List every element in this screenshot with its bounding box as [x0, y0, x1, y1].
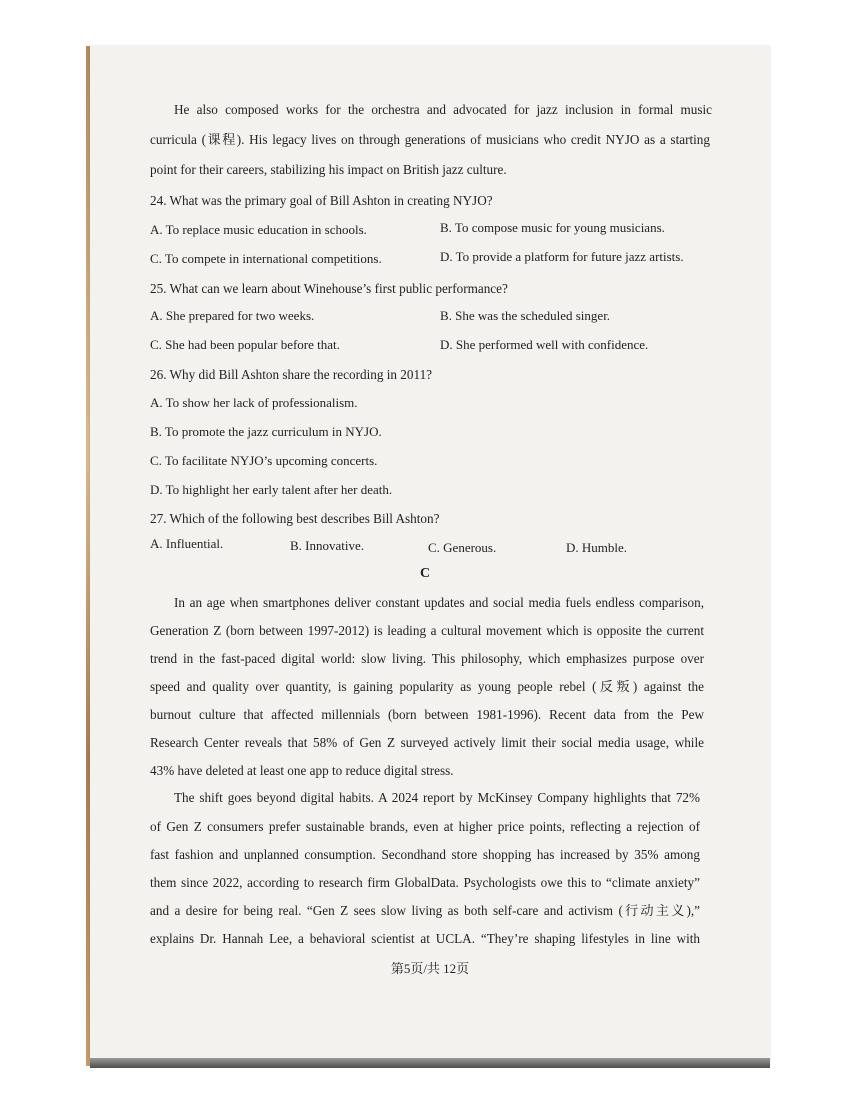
question-26-stem: 26. Why did Bill Ashton share the recording in 2011?: [150, 367, 433, 382]
question-24-stem: 24. What was the primary goal of Bill Ashton in creating NYJO?: [150, 193, 493, 208]
question-27-option-a: A. Influential.: [150, 536, 224, 551]
section-c-p2-line: and a desire for being real. “Gen Z sees slow living as both self-care and activism (行动主义),”: [150, 903, 700, 918]
section-c-p2-line: of Gen Z consumers prefer sustainable brands, even at higher price points, reflecting a rejection of: [150, 819, 700, 834]
question-26-option-a: A. To show her lack of professionalism.: [150, 395, 358, 410]
section-c-p1-line: burnout culture that affected millennials (born between 1981-1996). Recent data from the Pew: [150, 707, 704, 722]
section-c-p2-line: The shift goes beyond digital habits. A 2024 report by McKinsey Company highlights that 72%: [174, 790, 700, 805]
question-27-option-b: B. Innovative.: [290, 538, 365, 553]
question-24-option-b: B. To compose music for young musicians.: [440, 220, 665, 235]
paper-bottom-shadow: [90, 1058, 770, 1068]
question-27-option-c: C. Generous.: [428, 540, 497, 555]
section-c-p1-line: trend in the fast-paced digital world: slow living. This philosophy, which emphasizes purpose over: [150, 651, 704, 666]
section-c-p2-line: fast fashion and unplanned consumption. Secondhand store shopping has increased by 35% among: [150, 847, 700, 862]
section-c-p1-line: speed and quality over quantity, is gaining popularity as young people rebel (反叛) against the: [150, 679, 704, 694]
question-26-option-c: C. To facilitate NYJO’s upcoming concerts.: [150, 453, 378, 468]
section-c-p1-line: 43% have deleted at least one app to reduce digital stress.: [150, 763, 454, 778]
question-25-option-c: C. She had been popular before that.: [150, 337, 340, 352]
question-24-option-c: C. To compete in international competitions.: [150, 251, 382, 266]
question-27-option-d: D. Humble.: [566, 540, 628, 555]
question-25-option-b: B. She was the scheduled singer.: [440, 308, 611, 323]
page-number-footer: 第5页/共 12页: [390, 961, 470, 976]
section-c-p1-line: Generation Z (born between 1997-2012) is leading a cultural movement which is opposite the current: [150, 623, 704, 638]
question-25-stem: 25. What can we learn about Winehouse’s first public performance?: [150, 281, 508, 296]
question-26-option-d: D. To highlight her early talent after her death.: [150, 482, 393, 497]
section-c-p2-line: them since 2022, according to research firm GlobalData. Psychologists owe this to “climate anxiety”: [150, 875, 700, 890]
question-25-option-d: D. She performed well with confidence.: [440, 337, 649, 352]
question-24-option-a: A. To replace music education in schools.: [150, 222, 367, 237]
section-c-heading: C: [420, 566, 431, 581]
question-25-option-a: A. She prepared for two weeks.: [150, 308, 315, 323]
question-27-stem: 27. Which of the following best describes Bill Ashton?: [150, 511, 440, 526]
section-c-p2-line: explains Dr. Hannah Lee, a behavioral scientist at UCLA. “They’re shaping lifestyles in line with: [150, 931, 700, 946]
passage-b-line: point for their careers, stabilizing his impact on British jazz culture.: [150, 162, 507, 177]
section-c-p1-line: In an age when smartphones deliver constant updates and social media fuels endless comparison,: [174, 595, 704, 610]
question-24-option-d: D. To provide a platform for future jazz artists.: [440, 249, 684, 264]
question-26-option-b: B. To promote the jazz curriculum in NYJO.: [150, 424, 382, 439]
section-c-p1-line: Research Center reveals that 58% of Gen Z surveyed actively limit their social media usage, while: [150, 735, 704, 750]
passage-b-line: He also composed works for the orchestra and advocated for jazz inclusion in formal music: [174, 102, 712, 117]
passage-b-line: curricula (课程). His legacy lives on through generations of musicians who credit NYJO as a starting: [150, 132, 710, 147]
